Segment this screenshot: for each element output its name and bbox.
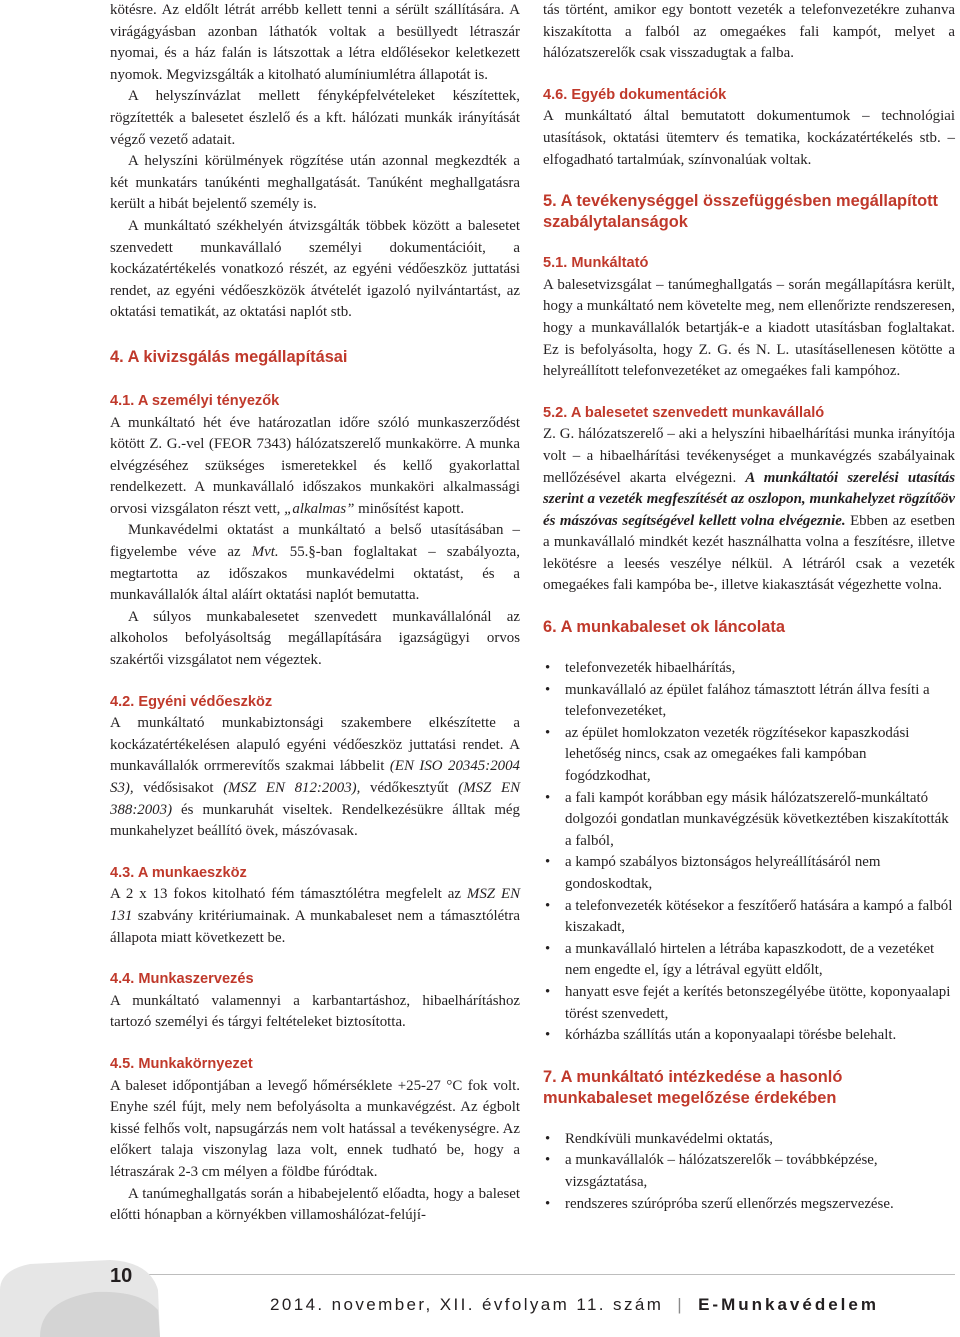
paragraph-weather: A baleset időpontjában a levegő hőmérséklete +25-27 °C fok volt. Enyhe szél fújt, mely nem befolyásolta a munkavégzést. Az égbolt kissé felhős volt, napsugárzás nem volt hatással a tevékenységre. Az előkert talaja viszonylag laza volt, ennek tudható be, hogy a létraszárak 2-3 cm mélyen a földbe fúródtak.	[110, 1077, 520, 1180]
heading-environment: 4.5. Munkakörnyezet	[110, 1055, 253, 1072]
right-column	[543, 0, 955, 1215]
paragraph-cont-right: tás történt, amikor egy bontott vezeték a telefonvezetékre zuhanva kiszakította a falból az omegaékes fali kampót, melyet a hálózatszerelők csak visszadugtak a falba.	[543, 2, 955, 62]
heading-injured-worker: 5.2. A balesetet szenvedett munkavállaló	[543, 404, 825, 421]
paragraph-contract: A munkáltató hét éve határozatlan időre szóló munkaszerződést kötött Z. G.-vel (FEOR 7343) hálózatszerelő munkakörre. A munka elvégzéséhez szükséges ismeretekkel és kellő gyakorlattal rendelkezett. A munkavállaló időszakos munkaköri alkalmassági orvosi vizsgálaton részt vett, „alkalmas” minősítést kapott.	[110, 414, 520, 517]
heading-ppe: 4.2. Egyéni védőeszköz	[110, 693, 273, 710]
paragraph-employer: A balesetvizsgálat – tanúmeghallgatás – során megállapításra került, hogy a munkáltató nem követelte meg, nem ellenőrizte rendszeresen, hogy a munkavállalók betartják-e a kiadott utasításban foglaltakat. Ez is befolyásolta, hogy Z. G. és N. L. utasításellenesen kötötte a helyreállított telefonvezetéket az omegaékes fali kampóhoz.	[543, 276, 955, 380]
paragraph-ppe: A munkáltató munkabiztonsági szakembere elkészítette a kockázatértékelésen alapuló egyéni védőeszköz juttatási rendet. A munkavállalók orrmerevítős szakmai lábbelit (EN ISO 20345:2004 S3), védősisakot (MSZ EN 812:2003), védőkesztyűt (MSZ EN 388:2003) és munkaruhát viseltek. Rendelkezésükre álltak még munkahelyzet beállító övek, mászóvasak.	[110, 715, 520, 840]
list-item: • munkavállaló az épület falához támasztott létrán állva fesíti a telefonvezetéket,	[543, 680, 955, 723]
measures-list	[543, 1129, 955, 1215]
list-item: • telefonvezeték hibaelhárítás,	[543, 658, 955, 680]
heading-employer-measures: 7. A munkáltató intézkedése a hasonló munkabaleset megelőzése érdekében	[543, 1067, 843, 1107]
left-column	[110, 0, 520, 1227]
paragraph-employer-review: A munkáltató székhelyén átvizsgálták többek között a balesetet szenvedett munkavállaló személyi dokumentációit, a kockázatértékelés vonatkozó részét, az egyéni védőeszköz juttatási rendet, az egyéni védőeszközök átvételét igazoló nyilvántartást, az oktatási tematikát, az oktatási naplót stb.	[110, 217, 520, 321]
paragraph-sketch: A helyszínvázlat mellett fényképfelvételeket készítettek, rögzítették a balesetet észlelő és a kft. hálózati munkák irányítását végző vezető adatait.	[110, 88, 520, 148]
footer-text: 2014. november, XII. évfolyam 11. szám | E-Munkavédelem	[270, 1295, 879, 1314]
paragraph-training: Munkavédelmi oktatást a munkáltató a belső utasításában – figyelembe véve az Mvt. 55.§-ban foglaltakat – szabályozta, megtartotta az időszakos munkavédelmi oktatást, és a munkavállalók által aláírt oktatási naplót bemutatta.	[110, 522, 520, 604]
list-item: • rendszeres szúrópróba szerű ellenőrzés megszervezése.	[543, 1194, 955, 1216]
list-item: • a telefonvezeték kötésekor a feszítőerő hatására a kampó a falból kiszakadt,	[543, 896, 955, 939]
heading-employer: 5.1. Munkáltató	[543, 255, 649, 272]
list-item: • Rendkívüli munkavédelmi oktatás,	[543, 1129, 955, 1151]
paragraph-witness: A tanúmeghallgatás során a hibabejelentő előadta, hogy a baleset előtti hónapban a környékben villamoshálózat-felújí-	[110, 1185, 520, 1224]
paragraph-injured-worker: Z. G. hálózatszerelő – aki a helyszíni hibaelhárítási munka irányítója volt – a hibaelhárítási tevékenységet a munkavégzés szabályainak mellőzésével akarta elvégezni. A munkáltatói szerelési utasítás szerint a vezeték megfeszítését az oszlopon, munkahelyzet rögzítőöv és mászóvas segítségével kellett volna elvégeznie. Ebben az esetben a munkavállaló mindkét kezét használhatta volna a feszítésre, illetve lekötésre a leesés veszélye nélkül. A létráról csak a vezeték omegaékes fali kampóba be-, illetve kiakasztását végezhette volna.	[543, 426, 956, 594]
paragraph-cont: kötésre. Az eldőlt létrát arrébb kellett tenni a sérült szállítására. A virágágyásban azonban láthatók voltak a besüllyedt létraszár nyomai, és a ház falán is látszottak a létra eldőlésekor keletkezett nyomok. Megvizsgálták a kitolható alumíniumlétra állapotát is.	[110, 2, 520, 83]
heading-causal-chain: 6. A munkabaleset ok láncolata	[543, 618, 786, 637]
paragraph-hearing: A helyszíni körülmények rögzítése után azonnal megkezdték a két munkatárs tanúkénti meghallgatását. Tanúként meghallgatásra került a hibát bejelentő személy is.	[110, 153, 520, 213]
list-item: • a munkavállalók – hálózatszerelők – továbbképzése, vizsgáztatása,	[543, 1150, 955, 1193]
heading-equipment: 4.3. A munkaeszköz	[110, 864, 247, 881]
footer-issue: 2014. november, XII. évfolyam 11. szám	[270, 1295, 664, 1314]
footer-magazine: E-Munkavédelem	[698, 1295, 879, 1314]
list-item: • kórházba szállítás után a koponyaalapi törésbe belehalt.	[543, 1025, 955, 1047]
causal-chain-list	[543, 658, 955, 1047]
heading-work-organisation: 4.4. Munkaszervezés	[110, 971, 254, 988]
paragraph-other-docs: A munkáltató által bemutatott dokumentumok – technológiai utasítások, oktatási ütemterv és tematika, kockázatértékelés stb. – elfogadható tartalmúak, színvonalúak voltak.	[543, 108, 955, 168]
paragraph-ladder: A 2 x 13 fokos kitolható fém támasztólétra megfelelt az MSZ EN 131 szabvány kritériumainak. A munkabaleset nem a támasztólétra állapota miatt következett be.	[110, 886, 521, 946]
list-item: • a munkavállaló hirtelen a létrába kapaszkodott, de a vezetéket nem engedte el, így a létrával együtt eldőlt,	[543, 939, 955, 982]
footer-divider	[110, 1274, 955, 1275]
paragraph-alcohol: A súlyos munkabalesetet szenvedett munkavállalónál az alkoholos befolyásoltság megállapítására igazságügyi orvos szakértői vizsgálatot nem végeztek.	[110, 608, 520, 669]
list-item: • a kampó szabályos biztonságos helyreállításáról nem gondoskodtak,	[543, 852, 955, 895]
heading-personal-factors: 4.1. A személyi tényezők	[110, 392, 280, 409]
page-number: 10	[110, 1265, 133, 1287]
heading-other-docs: 4.6. Egyéb dokumentációk	[543, 86, 727, 103]
heading-irregularities: 5. A tevékenységgel összefüggésben megállapított szabálytalanságok	[543, 192, 939, 232]
list-item: • a fali kampót korábban egy másik hálózatszerelő-munkáltató dolgozói gondatlan munkavégzésük következtében kiszakították a falból,	[543, 788, 955, 853]
paragraph-work-organisation: A munkáltató valamennyi a karbantartáshoz, hibaelhárításhoz tartozó személyi és tárgyi feltételeket biztosította.	[110, 992, 520, 1031]
list-item: • hanyatt esve fejét a kerítés betonszegélyébe ütötte, koponyaalapi törést szenvedett,	[543, 982, 955, 1025]
page-number-badge	[0, 1250, 160, 1337]
list-item: • az épület homlokzaton vezeték rögzítésekor kapaszkodási lehetőség nincs, csak az omegaékes fali kampóban fogódzkodhat,	[543, 723, 955, 788]
heading-findings: 4. A kivizsgálás megállapításai	[110, 347, 348, 366]
